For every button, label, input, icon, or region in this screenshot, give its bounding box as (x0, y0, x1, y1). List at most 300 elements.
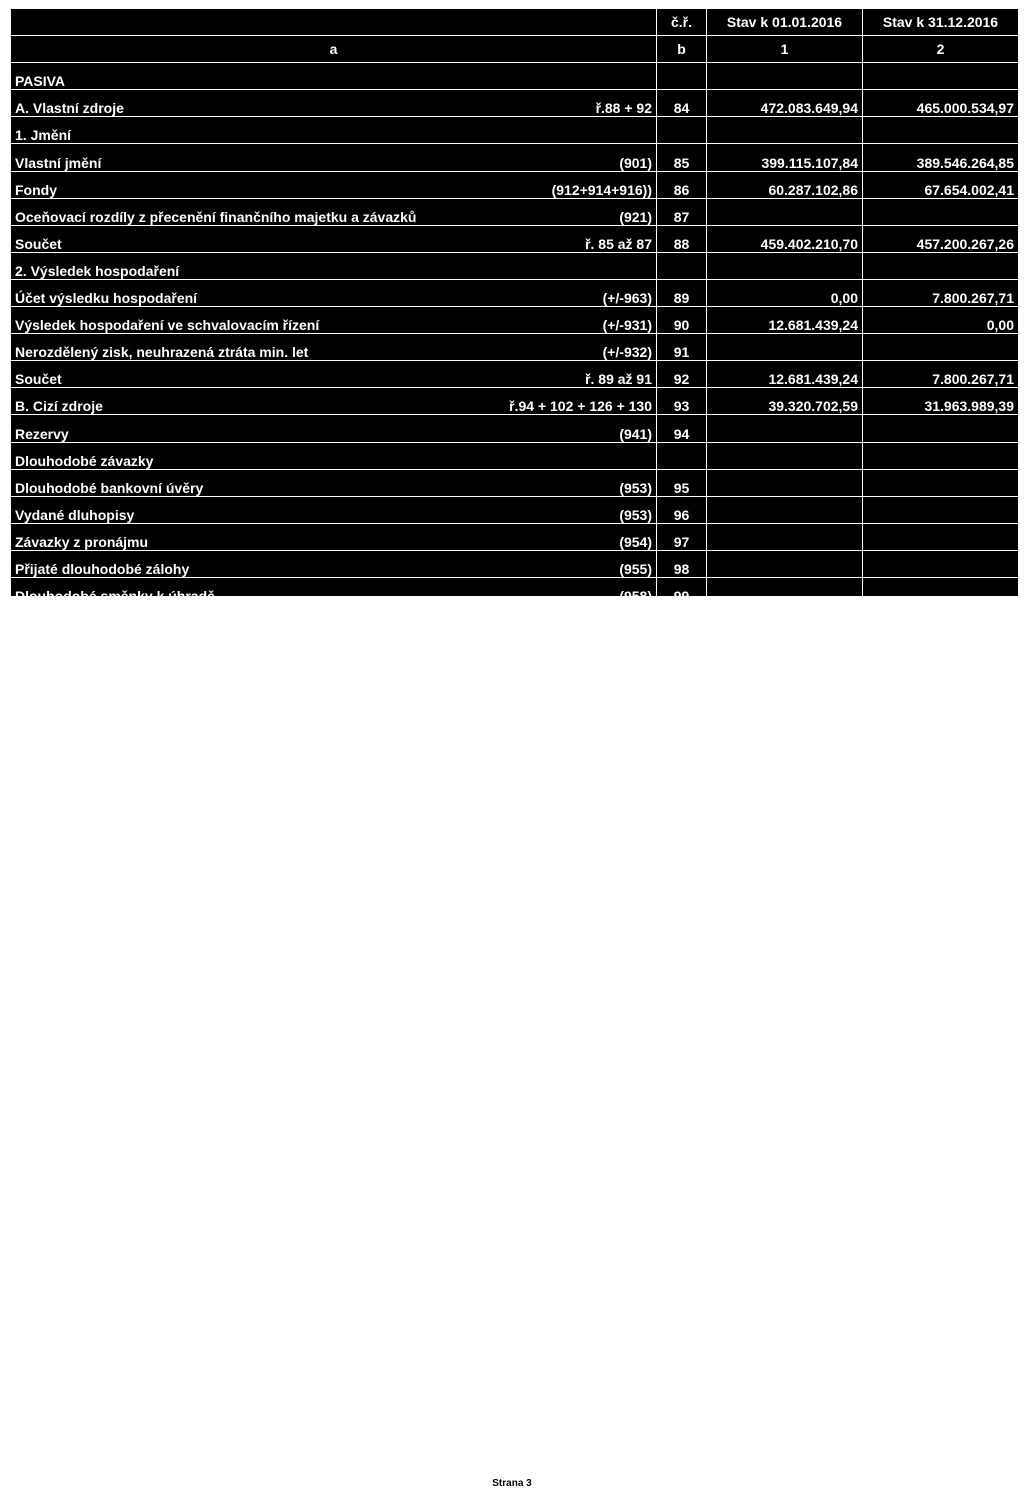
row-label: 1. Jmění (11, 117, 481, 144)
row-code: (241) (481, 1228, 657, 1255)
value-end (863, 1228, 1019, 1255)
value-end: 67.654.002,41 (863, 171, 1019, 198)
row-label: B. Cizí zdroje (11, 388, 481, 415)
value-start (707, 496, 863, 523)
row-label: Ostatní závazky vůči zaměstnancům (11, 848, 481, 875)
value-end: 10.387.236,98 (863, 767, 1019, 794)
row-line-number: 92 (657, 361, 707, 388)
row-line-number: 106 (657, 794, 707, 821)
row-line-number: 86 (657, 171, 707, 198)
row-line-number: 124 (657, 1282, 707, 1309)
row-code: (+/-931) (481, 307, 657, 334)
row-code (481, 63, 657, 90)
row-code: (342) (481, 930, 657, 957)
value-end (863, 1309, 1019, 1336)
value-start: 1.492.160,00 (707, 903, 863, 930)
row-line-number: 104 (657, 740, 707, 767)
value-end: 237.880,00 (863, 848, 1019, 875)
value-start (707, 252, 863, 279)
value-end (863, 1038, 1019, 1065)
value-end (863, 632, 1019, 659)
value-start: 399.115.107,84 (707, 144, 863, 171)
row-line-number: 95 (657, 469, 707, 496)
value-start: 60.287.102,86 (707, 171, 863, 198)
value-end: 11.827,00 (863, 984, 1019, 1011)
row-code: (379) (481, 1309, 657, 1336)
row-code: (341) (481, 903, 657, 930)
row-code: (322) (481, 740, 657, 767)
row-line-number: 96 (657, 496, 707, 523)
value-start: 14.881.484,91 (707, 767, 863, 794)
value-start (707, 523, 863, 550)
row-code: (+/-963) (481, 279, 657, 306)
value-end (863, 496, 1019, 523)
row-label: Součet (11, 225, 481, 252)
header-state-end: Stav k 31.12.2016 (863, 9, 1019, 36)
table-row (11, 821, 1019, 848)
value-start: 47,00 (707, 984, 863, 1011)
value-end: 921.919,00 (863, 794, 1019, 821)
table-row (11, 307, 1019, 334)
value-end (863, 198, 1019, 225)
value-end: 7.800.267,71 (863, 361, 1019, 388)
row-line-number: 99 (657, 577, 707, 604)
value-start (707, 1146, 863, 1173)
table-row (11, 279, 1019, 306)
value-start: 0,00 (707, 659, 863, 686)
row-code: (389) (481, 1282, 657, 1309)
row-label: Daň z příjmů (11, 903, 481, 930)
value-start: 137.670,71 (707, 1011, 863, 1038)
row-line-number (657, 252, 707, 279)
row-line-number (657, 686, 707, 713)
row-code: (379) (481, 1146, 657, 1173)
table-row (11, 794, 1019, 821)
table-row (11, 1228, 1019, 1255)
row-line-number: 119 (657, 1146, 707, 1173)
row-code: ř. 89 až 91 (481, 361, 657, 388)
header-row-letters (11, 36, 1019, 63)
row-code: (346) (481, 1011, 657, 1038)
value-end: 457.200.267,26 (863, 225, 1019, 252)
value-start (707, 740, 863, 767)
value-start (707, 1065, 863, 1092)
value-start (707, 1174, 863, 1201)
row-label: Součet (11, 659, 481, 686)
value-start (707, 1255, 863, 1282)
row-label: Závazky z upsaných nespl.cenných papírů a vkladů (11, 1065, 481, 1092)
row-code: (336) (481, 876, 657, 903)
row-code: (912+914+916)) (481, 171, 657, 198)
row-label: Rezervy (11, 415, 481, 442)
row-label: Přijaté dlouhodobé zálohy (11, 550, 481, 577)
value-end (863, 1092, 1019, 1119)
row-code: (231) (481, 1174, 657, 1201)
row-code: (373) (481, 1119, 657, 1146)
row-line-number: 89 (657, 279, 707, 306)
row-line-number: 91 (657, 334, 707, 361)
row-label: Dohadné účty pasivní (11, 1282, 481, 1309)
row-line-number: 107 (657, 821, 707, 848)
row-line-number: 102 (657, 659, 707, 686)
row-line-number (657, 442, 707, 469)
row-line-number: 100 (657, 605, 707, 632)
row-code: (901) (481, 144, 657, 171)
value-end (863, 577, 1019, 604)
row-label: Vlastní dluhopisy (11, 1255, 481, 1282)
row-label: Závazky ze vztahu ke státnímu rozpočtu (11, 1011, 481, 1038)
row-label: Ostatní závazky (11, 794, 481, 821)
row-label: 2. Výsledek hospodaření (11, 252, 481, 279)
value-start: 12.681.439,24 (707, 307, 863, 334)
row-label: Závazky k účastníkům sdružení (11, 1092, 481, 1119)
row-label: Fondy (11, 171, 481, 198)
liabilities-table (10, 8, 1019, 1364)
value-end: 2.058.899,00 (863, 957, 1019, 984)
table-row (11, 659, 1019, 686)
row-label: Výsledek hospodaření ve schvalovacím řízení (11, 307, 481, 334)
value-end (863, 1255, 1019, 1282)
table-row (11, 957, 1019, 984)
row-label: Ostatní dlouhodobé závazky (11, 632, 481, 659)
value-end (863, 605, 1019, 632)
row-code (481, 442, 657, 469)
row-label: Závazky ze vztahu k rozp.orgánů uzem.sam.celků (11, 1038, 481, 1065)
table-row (11, 415, 1019, 442)
value-end (863, 252, 1019, 279)
value-end (863, 1146, 1019, 1173)
row-label: Vydané kratkodobé dluhopisy (11, 1228, 481, 1255)
row-code: ř.103 až 125 (481, 1336, 657, 1363)
value-end: 31.963.989,39 (863, 388, 1019, 415)
header-letter-a: a (11, 36, 657, 63)
row-code (481, 252, 657, 279)
value-end: 1.242.803,80 (863, 1011, 1019, 1038)
table-row (11, 469, 1019, 496)
row-label: Přijaté zálohy (11, 767, 481, 794)
row-line-number: 121 (657, 1201, 707, 1228)
balance-sheet (10, 8, 1018, 1363)
value-end: 0,00 (863, 307, 1019, 334)
row-code: (954) (481, 523, 657, 550)
row-line-number: 120 (657, 1174, 707, 1201)
value-end: 0,00 (863, 659, 1019, 686)
table-row (11, 171, 1019, 198)
row-line-number: 85 (657, 144, 707, 171)
row-label: A. Vlastní zdroje (11, 90, 481, 117)
row-line-number: 101 (657, 632, 707, 659)
row-line-number: 112 (657, 957, 707, 984)
row-label: Dlouhodobé závazky (11, 442, 481, 469)
value-start (707, 1038, 863, 1065)
table-row (11, 1282, 1019, 1309)
table-row (11, 198, 1019, 225)
value-start (707, 63, 863, 90)
value-start (707, 1201, 863, 1228)
row-label: Dohadné účty pasivní (11, 605, 481, 632)
row-line-number: 125 (657, 1309, 707, 1336)
value-start (707, 686, 863, 713)
value-start (707, 442, 863, 469)
row-code: (325) (481, 794, 657, 821)
value-start: 12.681.439,24 (707, 361, 863, 388)
row-code (481, 117, 657, 144)
table-row (11, 1309, 1019, 1336)
table-row (11, 740, 1019, 767)
table-body (11, 63, 1019, 1364)
row-label: Dlouhodobé bankovní úvěry (11, 469, 481, 496)
table-row (11, 848, 1019, 875)
row-label: Závazky z pevných termínových operací a opcí (11, 1119, 481, 1146)
table-row (11, 442, 1019, 469)
row-label: Dodavatelé (11, 713, 481, 740)
header-number-2: 2 (863, 36, 1019, 63)
row-code: (953) (481, 496, 657, 523)
table-row (11, 1065, 1019, 1092)
table-row (11, 1336, 1019, 1363)
value-start (707, 1228, 863, 1255)
value-end (863, 63, 1019, 90)
row-line-number: 109 (657, 876, 707, 903)
row-line-number: 110 (657, 903, 707, 930)
row-code: (959) (481, 632, 657, 659)
value-start (707, 632, 863, 659)
row-label: PASIVA (11, 63, 481, 90)
row-code: (389) (481, 605, 657, 632)
row-label: Součet (11, 1336, 481, 1363)
row-line-number (657, 63, 707, 90)
value-end (863, 1119, 1019, 1146)
row-line-number: 88 (657, 225, 707, 252)
row-code: (953) (481, 469, 657, 496)
value-start (707, 577, 863, 604)
row-code: (941) (481, 415, 657, 442)
table-row (11, 632, 1019, 659)
table-row (11, 550, 1019, 577)
value-start (707, 415, 863, 442)
value-start (707, 1119, 863, 1146)
table-row (11, 90, 1019, 117)
row-code: (324) (481, 767, 657, 794)
value-end: 4.753.069,40 (863, 713, 1019, 740)
table-row (11, 225, 1019, 252)
table-row (11, 1146, 1019, 1173)
row-line-number: 103 (657, 713, 707, 740)
value-start: 39.286.221,59 (707, 1336, 863, 1363)
header-letter-b: b (657, 36, 707, 63)
row-line-number: 105 (657, 767, 707, 794)
row-code: (321) (481, 713, 657, 740)
value-start: 4.747.683,00 (707, 876, 863, 903)
row-code: (958) (481, 577, 657, 604)
value-end (863, 415, 1019, 442)
table-row (11, 1011, 1019, 1038)
value-end (863, 117, 1019, 144)
row-code: (348) (481, 1038, 657, 1065)
table-row (11, 984, 1019, 1011)
row-label: Vydané dluhopisy (11, 496, 481, 523)
value-end (863, 550, 1019, 577)
row-code: ř.94 + 102 + 126 + 130 (481, 388, 657, 415)
row-line-number: 108 (657, 848, 707, 875)
row-label: Závazky ze sociálního zabezpečení a zdr.pojištění (11, 876, 481, 903)
row-code: (333) (481, 848, 657, 875)
value-end: 6.608.481,00 (863, 821, 1019, 848)
table-row (11, 496, 1019, 523)
row-label: Ostatní daně a poplatky (11, 984, 481, 1011)
header-number-1: 1 (707, 36, 863, 63)
table-row (11, 1174, 1019, 1201)
row-code: (368) (481, 1092, 657, 1119)
value-end (863, 442, 1019, 469)
value-start: 2.209.090,00 (707, 957, 863, 984)
row-label: Ostatní krátkodobé finanční výpomoci (11, 1309, 481, 1336)
row-label: Dlouhodobé směnky k úhradě (11, 577, 481, 604)
value-start (707, 1309, 863, 1336)
row-line-number: 123 (657, 1255, 707, 1282)
row-line-number: 98 (657, 550, 707, 577)
header-state-start: Stav k 01.01.2016 (707, 9, 863, 36)
table-row (11, 523, 1019, 550)
table-row (11, 577, 1019, 604)
row-code (481, 686, 657, 713)
value-end: 7.800.267,71 (863, 279, 1019, 306)
value-start: 222.156,00 (707, 848, 863, 875)
row-line-number: 94 (657, 415, 707, 442)
row-line-number: 118 (657, 1119, 707, 1146)
row-line-number: 84 (657, 90, 707, 117)
table-row (11, 767, 1019, 794)
table-row (11, 1255, 1019, 1282)
value-end: 389.546.264,85 (863, 144, 1019, 171)
table-row (11, 605, 1019, 632)
row-code: (343) (481, 957, 657, 984)
table-row (11, 361, 1019, 388)
row-code: (331) (481, 821, 657, 848)
table-row (11, 713, 1019, 740)
row-label: Eskontní úvěry (11, 1201, 481, 1228)
header-line-no: č.ř. (657, 9, 707, 36)
table-row (11, 876, 1019, 903)
table-row (11, 334, 1019, 361)
row-code: ř. 85 až 87 (481, 225, 657, 252)
value-end: 3.940.539,00 (863, 876, 1019, 903)
value-start: 472.083.649,94 (707, 90, 863, 117)
header-row-titles (11, 9, 1019, 36)
row-line-number: 90 (657, 307, 707, 334)
value-end (863, 469, 1019, 496)
value-start (707, 198, 863, 225)
table-row (11, 117, 1019, 144)
value-start: 0,00 (707, 279, 863, 306)
value-start: 7.663.222,00 (707, 821, 863, 848)
row-line-number: 113 (657, 984, 707, 1011)
value-start (707, 117, 863, 144)
row-label: Daň z přidané hodnoty (11, 957, 481, 984)
row-label: Krátkodobé závazky (11, 686, 481, 713)
row-line-number: 115 (657, 1038, 707, 1065)
table-row (11, 686, 1019, 713)
row-line-number (657, 117, 707, 144)
row-code: (345) (481, 984, 657, 1011)
value-start (707, 550, 863, 577)
row-line-number: 93 (657, 388, 707, 415)
row-code: (955) (481, 550, 657, 577)
row-label: Krátkodobé bankovní úvěry (11, 1174, 481, 1201)
table-row (11, 1038, 1019, 1065)
value-end: 465.000.534,97 (863, 90, 1019, 117)
value-end: 0,00 (863, 903, 1019, 930)
row-label: Účet výsledku hospodaření (11, 279, 481, 306)
row-line-number: 87 (657, 198, 707, 225)
table-row (11, 930, 1019, 957)
table-row (11, 144, 1019, 171)
value-start (707, 605, 863, 632)
row-label: Závazky z pronájmu (11, 523, 481, 550)
row-label: Zaměstnanci (11, 821, 481, 848)
row-code: ř. 94 až 101 (481, 659, 657, 686)
value-start: 5.901.530,14 (707, 713, 863, 740)
row-line-number: 126 (657, 1336, 707, 1363)
table-row (11, 388, 1019, 415)
row-line-number: 114 (657, 1011, 707, 1038)
value-start: 533.755,83 (707, 1282, 863, 1309)
row-label: Ostatní přímé daně (11, 930, 481, 957)
page-number: Strana 3 (492, 1478, 532, 1489)
value-end (863, 686, 1019, 713)
table-row (11, 1119, 1019, 1146)
value-end (863, 1065, 1019, 1092)
row-line-number: 116 (657, 1065, 707, 1092)
row-code: (367) (481, 1065, 657, 1092)
row-line-number: 97 (657, 523, 707, 550)
row-label: Jiné závazky (11, 1146, 481, 1173)
value-end (863, 334, 1019, 361)
value-start: 1.505.022,00 (707, 930, 863, 957)
value-start (707, 334, 863, 361)
row-label: Oceňovací rozdíly z přecenění finančního majetku a závazků (11, 198, 481, 225)
value-end (863, 1201, 1019, 1228)
value-start: 459.402.210,70 (707, 225, 863, 252)
header-blank (11, 9, 657, 36)
value-end: 610.973,00 (863, 1282, 1019, 1309)
row-code: (921) (481, 198, 657, 225)
row-line-number: 111 (657, 930, 707, 957)
value-end (863, 1174, 1019, 1201)
table-row (11, 1092, 1019, 1119)
value-start: 39.320.702,59 (707, 388, 863, 415)
table-row (11, 63, 1019, 90)
value-end (863, 523, 1019, 550)
row-code: ř.88 + 92 (481, 90, 657, 117)
table-row (11, 903, 1019, 930)
value-start: 2.400,00 (707, 794, 863, 821)
row-line-number: 122 (657, 1228, 707, 1255)
value-end: 31.847.690,18 (863, 1336, 1019, 1363)
row-label: Nerozdělený zisk, neuhrazená ztráta min. let (11, 334, 481, 361)
row-label: Směnky k úhradě (11, 740, 481, 767)
table-row (11, 1201, 1019, 1228)
table-row (11, 252, 1019, 279)
row-line-number: 117 (657, 1092, 707, 1119)
row-label: Součet (11, 361, 481, 388)
row-label: Vlastní jmění (11, 144, 481, 171)
row-code: (232) (481, 1201, 657, 1228)
row-code: (255) (481, 1255, 657, 1282)
value-start (707, 1092, 863, 1119)
value-end (863, 740, 1019, 767)
value-start (707, 469, 863, 496)
